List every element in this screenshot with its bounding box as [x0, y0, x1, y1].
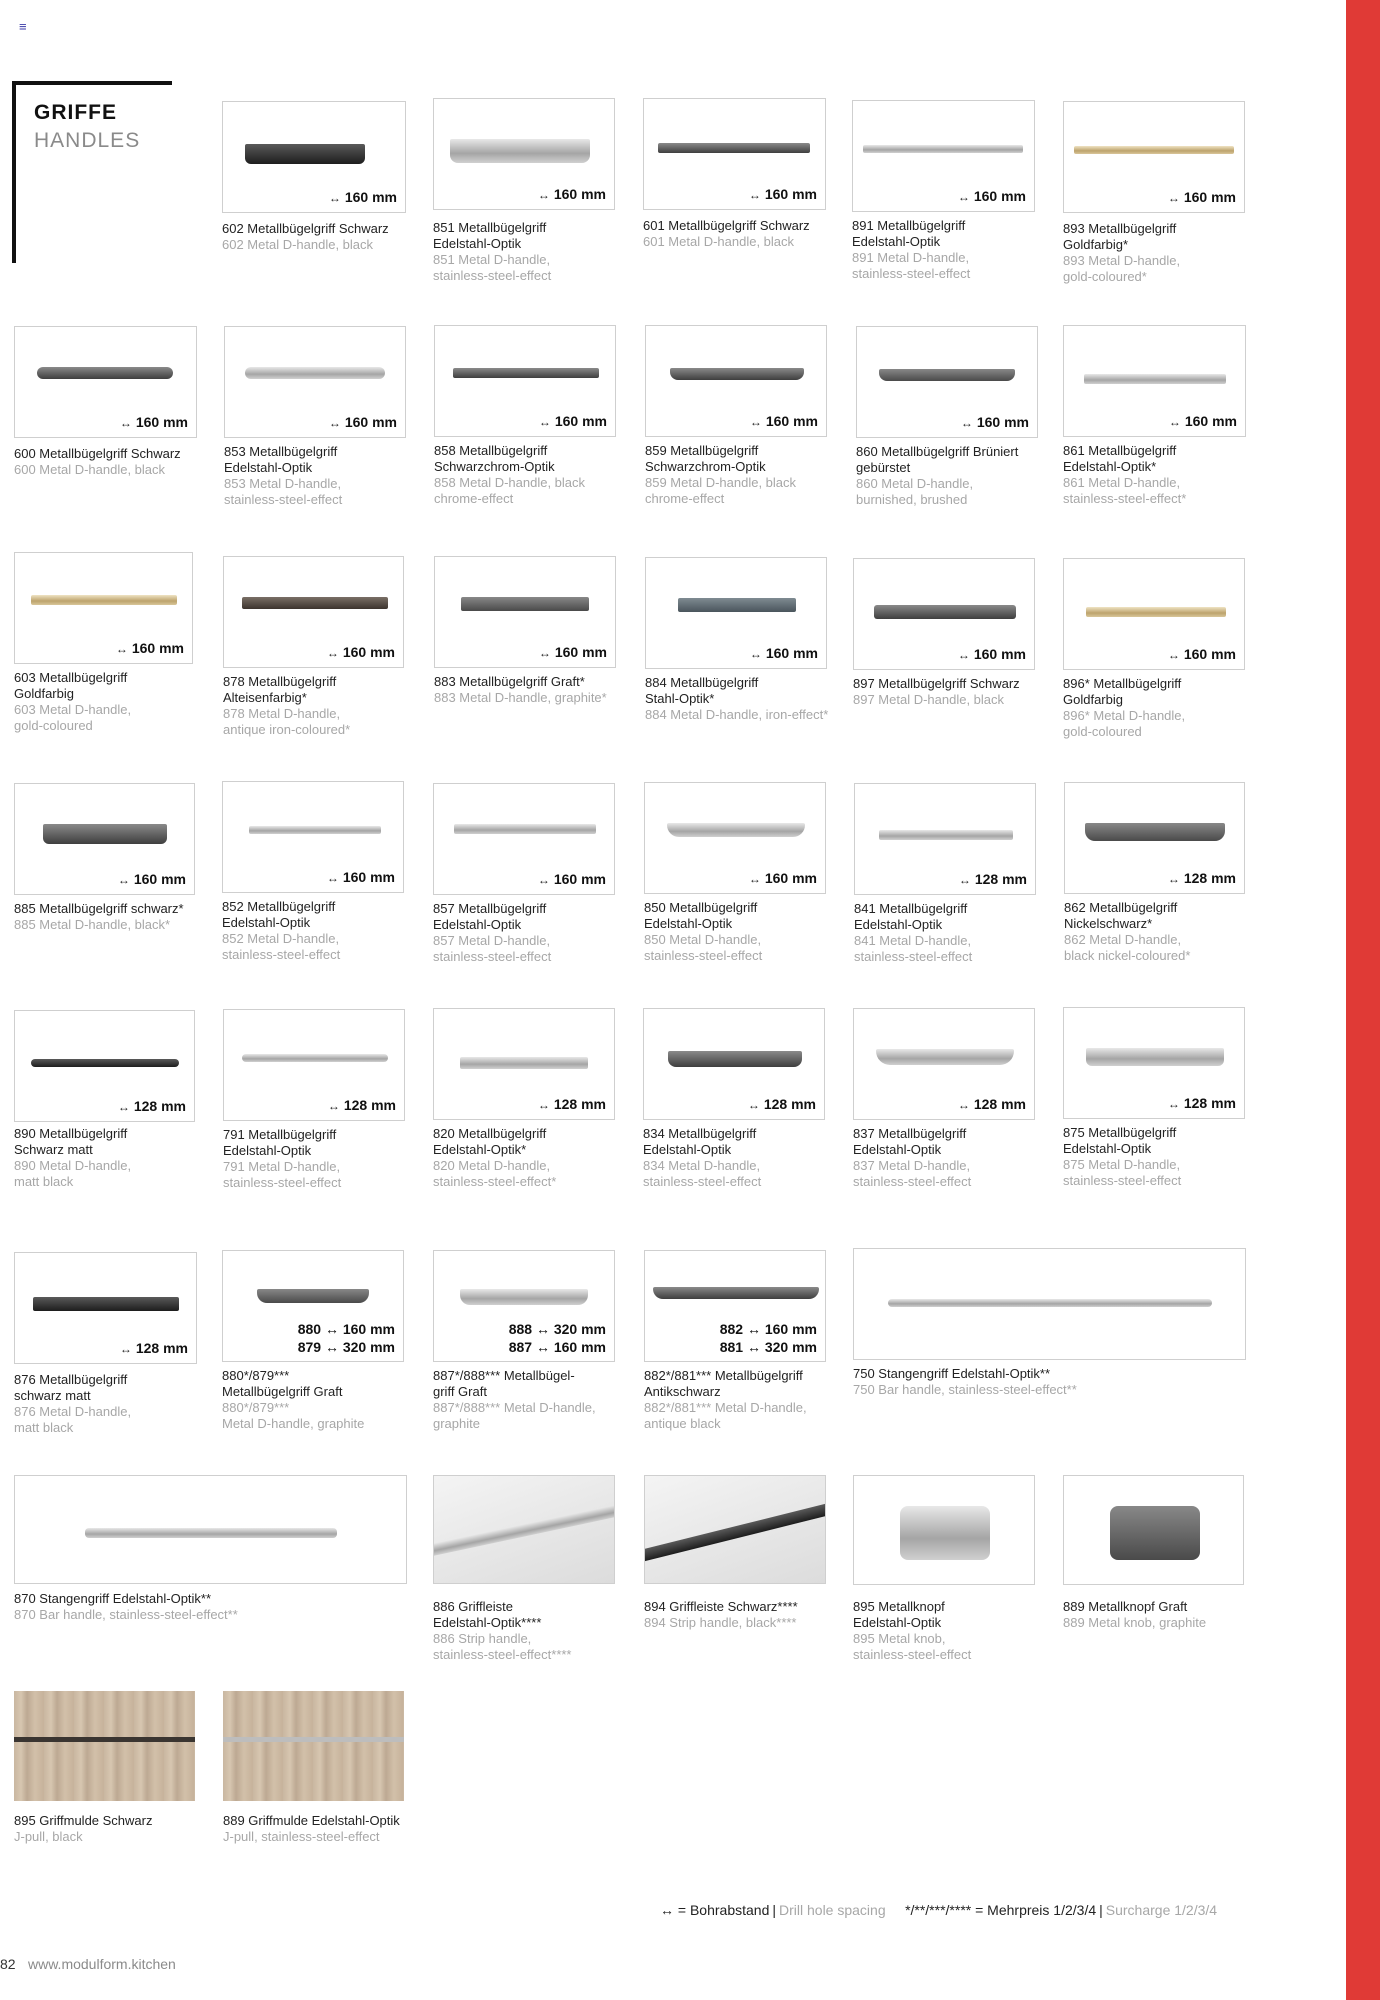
product-caption: 893 Metallbügelgriff Goldfarbig* 893 Metal D-handle, gold-coloured* [1063, 221, 1181, 284]
product-image [643, 98, 826, 210]
product-caption: 897 Metallbügelgriff Schwarz 897 Metal D-handle, black [853, 676, 1020, 707]
product-image [853, 1475, 1035, 1585]
drill-spacing-icon: ↔ [1168, 415, 1181, 429]
drill-spacing-icon: ↔ [747, 1098, 760, 1112]
drill-spacing: ↔ 128 mm [537, 1096, 606, 1112]
drill-spacing: ↔ 160 mm [1168, 413, 1237, 429]
handle-image [1085, 823, 1225, 841]
handle-image [900, 1506, 990, 1560]
product-caption: 859 Metallbügelgriff Schwarzchrom-Optik 859 Metal D-handle, black chrome-effect [645, 443, 797, 506]
drill-spacing-icon: ↔ [960, 416, 973, 430]
drill-spacing-icon: ↔ [119, 1342, 132, 1356]
drill-spacing-icon: ↔ [117, 873, 130, 887]
handle-image [85, 1528, 337, 1538]
product-caption: 603 Metallbügelgriff Goldfarbig 603 Metal D-handle, gold-coloured [14, 670, 132, 733]
product-caption: 601 Metallbügelgriff Schwarz 601 Metal D-handle, black [643, 218, 810, 249]
product-image [223, 1009, 405, 1121]
handle-image [879, 830, 1013, 840]
header-horizontal-rule [12, 81, 172, 85]
product-caption: 876 Metallbügelgriff schwarz matt 876 Metal D-handle, matt black [14, 1372, 132, 1435]
product-image [434, 325, 616, 437]
drill-spacing: ↔ 160 mm [960, 414, 1029, 430]
drill-spacing: ↔ 160 mm [119, 414, 188, 430]
product-image [434, 556, 616, 668]
product-caption: 895 Metallknopf Edelstahl-Optik 895 Metal knob, stainless-steel-effect [853, 1599, 972, 1662]
drill-spacing: ↔ 128 mm [327, 1097, 396, 1113]
product-image [222, 781, 404, 893]
product-caption: 837 Metallbügelgriff Edelstahl-Optik 837 Metal D-handle, stainless-steel-effect [853, 1126, 972, 1189]
handle-image [1074, 146, 1234, 154]
drill-spacing: ↔ 160 mm [957, 646, 1026, 662]
surcharge-label: = Mehrpreis 1/2/3/4 [975, 1902, 1097, 1918]
product-caption: 600 Metallbügelgriff Schwarz 600 Metal D-handle, black [14, 446, 181, 477]
product-caption: 858 Metallbügelgriff Schwarzchrom-Optik 858 Metal D-handle, black chrome-effect [434, 443, 586, 506]
product-caption: 857 Metallbügelgriff Edelstahl-Optik 857 Metal D-handle, stainless-steel-effect [433, 901, 552, 964]
product-caption: 851 Metallbügelgriff Edelstahl-Optik 851 Metal D-handle, stainless-steel-effect [433, 220, 552, 283]
product-image [644, 1475, 826, 1584]
handle-image [1110, 1506, 1200, 1560]
drill-spacing: ↔ 160 mm [538, 413, 607, 429]
product-caption: 890 Metallbügelgriff Schwarz matt 890 Metal D-handle, matt black [14, 1126, 132, 1189]
section-header [12, 81, 172, 263]
product-caption: 889 Griffmulde Edelstahl-Optik J-pull, stainless-steel-effect [223, 1813, 400, 1844]
drill-spacing-icon: ↔ [326, 646, 339, 660]
drill-spacing-icon: ↔ [958, 873, 971, 887]
product-image [433, 783, 615, 895]
handle-image [460, 1057, 588, 1069]
product-caption: 880*/879*** Metallbügelgriff Graft 880*/879*** Metal D-handle, graphite [222, 1368, 365, 1431]
product-caption: 882*/881*** Metallbügelgriff Antikschwarz 882*/881*** Metal D-handle, antique black [644, 1368, 807, 1431]
surcharge-symbols: */**/***/**** [905, 1902, 972, 1918]
handle-image [1086, 607, 1226, 617]
product-image [853, 558, 1035, 670]
header-vertical-rule [12, 81, 16, 263]
drill-spacing-icon: ↔ [327, 1099, 340, 1113]
drill-spacing-icon: ↔ [660, 1902, 674, 1918]
drill-spacing-icon: ↔ [537, 873, 550, 887]
page-number: 82 [0, 1956, 16, 1972]
product-image [14, 552, 193, 664]
drill-spacing-icon: ↔ [538, 415, 551, 429]
drill-spacing: ↔ 160 mm [1167, 646, 1236, 662]
product-caption: 791 Metallbügelgriff Edelstahl-Optik 791 Metal D-handle, stainless-steel-effect [223, 1127, 342, 1190]
drill-spacing-icon: ↔ [538, 646, 551, 660]
product-caption: 884 Metallbügelgriff Stahl-Optik* 884 Metal D-handle, iron-effect* [645, 675, 829, 722]
product-image [433, 1475, 615, 1584]
handle-image [879, 369, 1015, 381]
product-image [853, 1248, 1246, 1360]
drill-spacing: ↔ 128 mm [958, 871, 1027, 887]
drill-spacing-icon: ↔ [119, 416, 132, 430]
drill-spacing: ↔ 128 mm [957, 1096, 1026, 1112]
product-caption: 885 Metallbügelgriff schwarz* 885 Metal D-handle, black* [14, 901, 184, 932]
product-image [645, 325, 827, 437]
handle-image [245, 367, 385, 379]
product-image [1063, 101, 1245, 213]
handle-image [678, 598, 796, 612]
drill-spacing: ↔ 160 mm [326, 869, 395, 885]
product-caption: 852 Metallbügelgriff Edelstahl-Optik 852 Metal D-handle, stainless-steel-effect [222, 899, 341, 962]
handle-image [450, 139, 590, 163]
drill-spacing: ↔ 160 mm [749, 413, 818, 429]
section-subtitle: HANDLES [34, 129, 141, 152]
product-caption: 895 Griffmulde Schwarz J-pull, black [14, 1813, 153, 1844]
drill-spacing: ↔ 160 mm [957, 188, 1026, 204]
product-caption: 841 Metallbügelgriff Edelstahl-Optik 841 Metal D-handle, stainless-steel-effect [854, 901, 973, 964]
product-caption: 853 Metallbügelgriff Edelstahl-Optik 853 Metal D-handle, stainless-steel-effect [224, 444, 343, 507]
drill-spacing: ↔ 160 mm [1167, 189, 1236, 205]
accent-side-bar [1346, 0, 1380, 2000]
handle-image [667, 823, 805, 837]
product-image [224, 326, 406, 438]
product-image [223, 556, 404, 668]
product-image [1063, 325, 1246, 437]
drill-spacing: ↔ 128 mm [119, 1340, 188, 1356]
product-image [853, 1008, 1035, 1120]
handle-image [863, 145, 1023, 153]
product-image [14, 1475, 407, 1584]
drill-spacing: ↔ 128 mm [1167, 1095, 1236, 1111]
drill-spacing: 880 ↔ 160 mm 879 ↔ 320 mm [297, 1321, 395, 1355]
drill-spacing-icon: ↔ [957, 648, 970, 662]
drill-spacing-icon: ↔ [957, 1098, 970, 1112]
product-caption: 886 Griffleiste Edelstahl-Optik**** 886 Strip handle, stainless-steel-effect**** [433, 1599, 572, 1662]
drill-spacing-icon: ↔ [748, 872, 761, 886]
product-image [433, 98, 615, 210]
handle-image [245, 144, 365, 164]
product-caption: 896* Metallbügelgriff Goldfarbig 896* Metal D-handle, gold-coloured [1063, 676, 1186, 739]
handle-image [453, 368, 599, 378]
handle-image [653, 1287, 819, 1299]
handle-image [888, 1299, 1212, 1307]
drill-spacing: ↔ 160 mm [749, 645, 818, 661]
product-caption: 878 Metallbügelgriff Alteisenfarbig* 878 Metal D-handle, antique iron-coloured* [223, 674, 351, 737]
brand-logo-icon: ≡ [19, 19, 27, 34]
product-image [14, 1010, 195, 1122]
product-caption: 834 Metallbügelgriff Edelstahl-Optik 834 Metal D-handle, stainless-steel-effect [643, 1126, 762, 1189]
product-caption: 883 Metallbügelgriff Graft* 883 Metal D-handle, graphite* [434, 674, 607, 705]
handle-image [461, 597, 589, 611]
handle-image [433, 1504, 615, 1556]
drill-spacing: ↔ 160 mm [326, 644, 395, 660]
product-image [645, 557, 827, 669]
product-image [852, 100, 1035, 212]
product-image [854, 783, 1036, 895]
product-image [856, 326, 1038, 438]
handle-image [460, 1289, 588, 1305]
drill-spacing: ↔ 160 mm [328, 189, 397, 205]
drill-spacing: ↔ 160 mm [115, 640, 184, 656]
drill-spacing-label: = Bohrabstand [677, 1902, 770, 1918]
drill-spacing: 882 ↔ 160 mm 881 ↔ 320 mm [719, 1321, 817, 1355]
product-caption: 891 Metallbügelgriff Edelstahl-Optik 891 Metal D-handle, stainless-steel-effect [852, 218, 971, 281]
handle-image [644, 1502, 826, 1561]
product-caption: 875 Metallbügelgriff Edelstahl-Optik 875 Metal D-handle, stainless-steel-effect [1063, 1125, 1182, 1188]
handle-image [37, 367, 173, 379]
handle-image [43, 824, 167, 844]
product-caption: 860 Metallbügelgriff Brüniert gebürstet 860 Metal D-handle, burnished, brushed [856, 444, 1019, 507]
handle-image [249, 826, 381, 834]
product-image [1063, 1475, 1244, 1585]
drill-spacing: ↔ 160 mm [537, 871, 606, 887]
drill-spacing: ↔ 160 mm [328, 414, 397, 430]
product-image [222, 101, 406, 213]
product-caption: 870 Stangengriff Edelstahl-Optik** 870 Bar handle, stainless-steel-effect** [14, 1591, 238, 1622]
drill-spacing: ↔ 128 mm [1167, 870, 1236, 886]
handle-image [658, 143, 810, 153]
drill-spacing-icon: ↔ [748, 188, 761, 202]
drill-spacing-icon: ↔ [328, 416, 341, 430]
handle-image [874, 605, 1016, 619]
handle-image [257, 1289, 369, 1303]
drill-spacing-icon: ↔ [957, 190, 970, 204]
product-caption: 750 Stangengriff Edelstahl-Optik** 750 Bar handle, stainless-steel-effect** [853, 1366, 1077, 1397]
drill-spacing-icon: ↔ [749, 415, 762, 429]
drill-spacing-icon: ↔ [1167, 648, 1180, 662]
drill-spacing-icon: ↔ [1167, 872, 1180, 886]
product-caption: 862 Metallbügelgriff Nickelschwarz* 862 Metal D-handle, black nickel-coloured* [1064, 900, 1191, 963]
footer-legend: ↔ = Bohrabstand | Drill hole spacing */**/***/**** = Mehrpreis 1/2/3/4 | Surcharge 1/2/3/4 [660, 1902, 1218, 1918]
drill-spacing-icon: ↔ [537, 1098, 550, 1112]
handle-image [31, 595, 177, 605]
product-caption: 602 Metallbügelgriff Schwarz 602 Metal D-handle, black [222, 221, 389, 252]
handle-image [668, 1051, 802, 1067]
drill-spacing: ↔ 160 mm [748, 870, 817, 886]
section-title: GRIFFE [34, 101, 117, 124]
drill-spacing-icon: ↔ [328, 191, 341, 205]
drill-spacing: ↔ 160 mm [537, 186, 606, 202]
product-caption: 894 Griffleiste Schwarz**** 894 Strip handle, black**** [644, 1599, 798, 1630]
drill-spacing: ↔ 160 mm [117, 871, 186, 887]
drill-spacing-label-en: Drill hole spacing [779, 1902, 886, 1918]
handle-image [242, 1054, 388, 1062]
handle-image [876, 1049, 1014, 1065]
product-image [1063, 558, 1245, 670]
product-image [644, 782, 826, 894]
product-image [643, 1008, 825, 1120]
handle-image [454, 824, 596, 834]
handle-image [223, 1737, 404, 1742]
drill-spacing: ↔ 160 mm [748, 186, 817, 202]
product-image [433, 1008, 615, 1120]
product-caption: 850 Metallbügelgriff Edelstahl-Optik 850 Metal D-handle, stainless-steel-effect [644, 900, 763, 963]
product-image [14, 1691, 195, 1801]
product-caption: 820 Metallbügelgriff Edelstahl-Optik* 820 Metal D-handle, stainless-steel-effect* [433, 1126, 557, 1189]
product-image [222, 1250, 404, 1362]
drill-spacing: ↔ 128 mm [747, 1096, 816, 1112]
drill-spacing-icon: ↔ [115, 642, 128, 656]
handle-image [670, 368, 804, 380]
drill-spacing-icon: ↔ [1167, 191, 1180, 205]
product-caption: 887*/888*** Metallbügel- griff Graft 887*/888*** Metal D-handle, graphite [433, 1368, 596, 1431]
drill-spacing-icon: ↔ [326, 871, 339, 885]
handle-image [33, 1297, 179, 1311]
drill-spacing: ↔ 128 mm [117, 1098, 186, 1114]
product-caption: 861 Metallbügelgriff Edelstahl-Optik* 861 Metal D-handle, stainless-steel-effect* [1063, 443, 1187, 506]
handle-image [1086, 1048, 1224, 1066]
handle-image [31, 1059, 179, 1067]
product-image [14, 783, 195, 895]
handle-image [242, 597, 388, 609]
product-image [644, 1250, 826, 1362]
drill-spacing: ↔ 160 mm [538, 644, 607, 660]
surcharge-label-en: Surcharge 1/2/3/4 [1105, 1902, 1218, 1918]
handle-image [14, 1737, 195, 1742]
drill-spacing: 888 ↔ 320 mm 887 ↔ 160 mm [508, 1321, 606, 1355]
drill-spacing-icon: ↔ [117, 1100, 130, 1114]
product-image [223, 1691, 404, 1801]
product-caption: 889 Metallknopf Graft 889 Metal knob, graphite [1063, 1599, 1207, 1630]
product-image [14, 326, 197, 438]
product-image [1063, 1007, 1245, 1119]
website-link[interactable]: www.modulform.kitchen [28, 1956, 176, 1972]
drill-spacing-icon: ↔ [537, 188, 550, 202]
product-image [14, 1252, 197, 1364]
handle-image [1084, 374, 1226, 384]
product-image [1064, 782, 1245, 894]
product-image [433, 1250, 615, 1362]
drill-spacing-icon: ↔ [1167, 1097, 1180, 1111]
drill-spacing-icon: ↔ [749, 647, 762, 661]
